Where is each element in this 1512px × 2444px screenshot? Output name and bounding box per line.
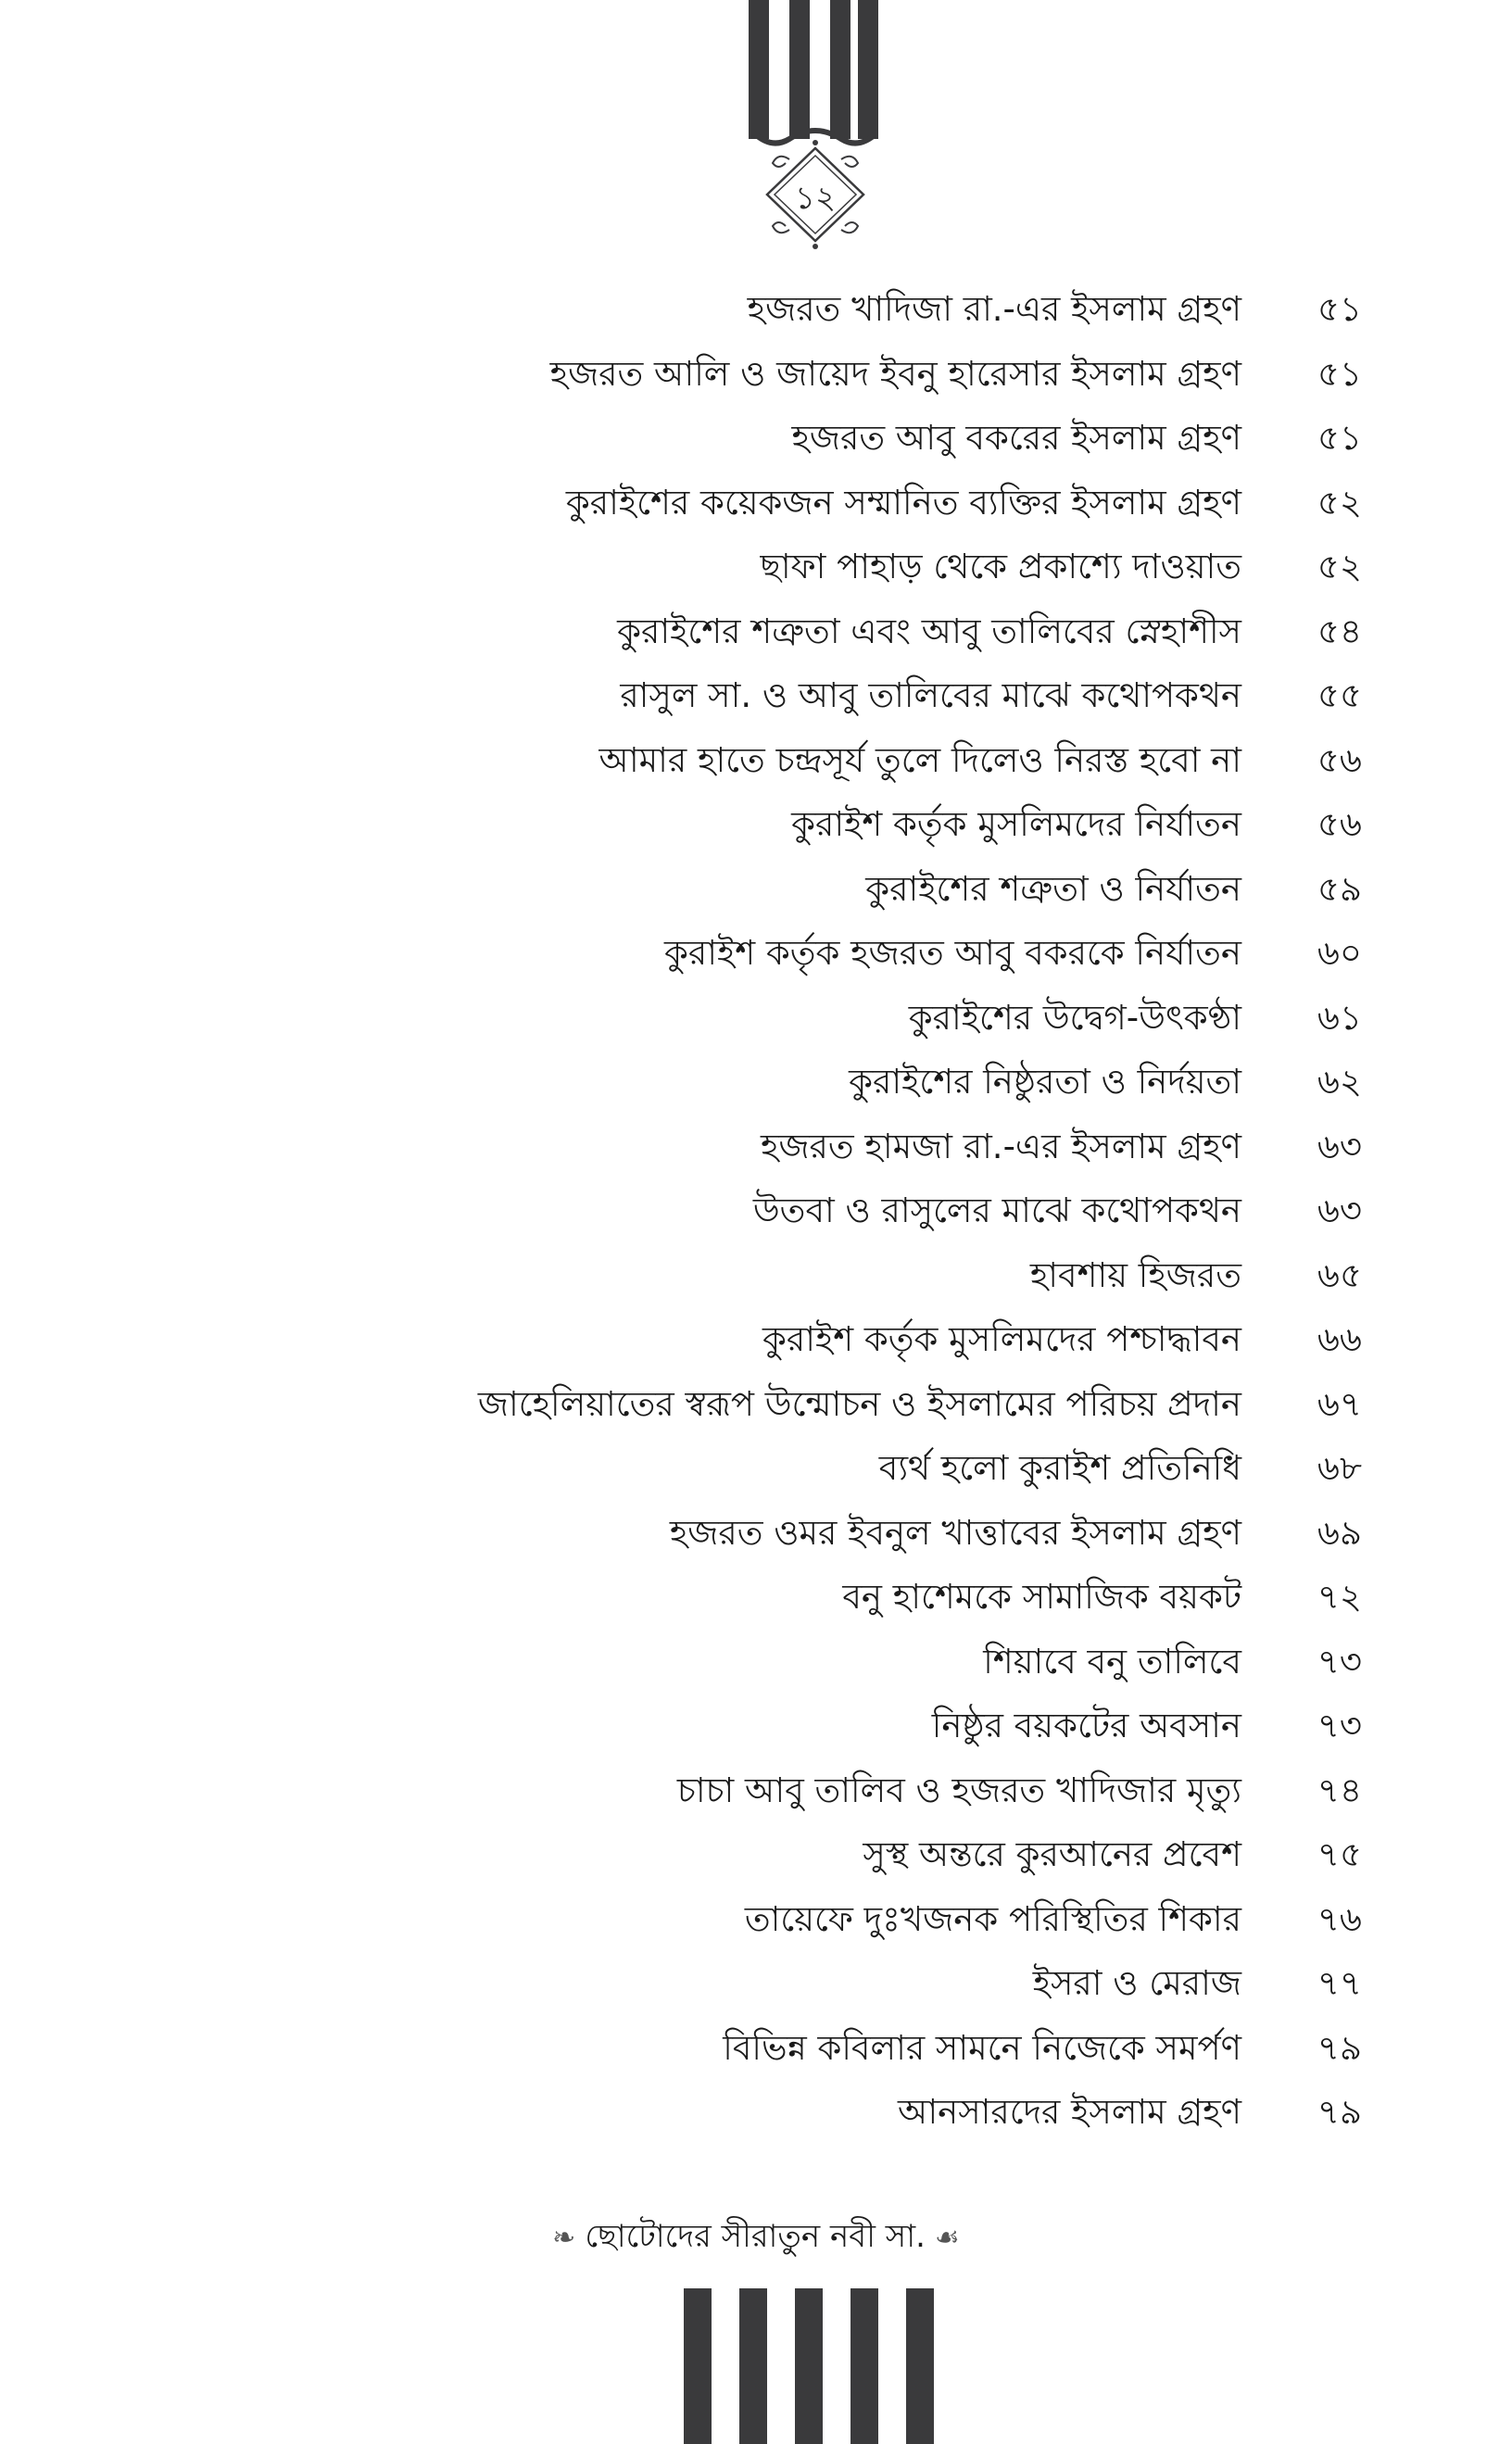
toc-entry-page: ৬০ [1317, 933, 1362, 973]
toc-entry[interactable] [334, 1051, 1362, 1115]
toc-entry[interactable] [334, 922, 1362, 987]
toc-entry-title: রাসুল সা. ও আবু তালিবের মাঝে কথোপকথন [620, 675, 1241, 715]
toc-entry-page: ৫৬ [1317, 739, 1362, 780]
toc-entry-title: সুস্থ অন্তরে কুরআনের প্রবেশ [863, 1834, 1241, 1874]
toc-entry-page: ৫৯ [1317, 868, 1362, 909]
toc-entry-title: জাহেলিয়াতের স্বরূপ উন্মোচন ও ইসলামের পরিচয় প্রদান [477, 1383, 1241, 1424]
toc-entry[interactable] [334, 278, 1362, 343]
toc-entry-page: ৬৩ [1317, 1191, 1362, 1230]
toc-entry[interactable] [334, 343, 1362, 408]
toc-entry-title: নিষ্ঠুর বয়কটের অবসান [931, 1706, 1241, 1745]
stripe [850, 2288, 878, 2444]
toc-entry-page: ৬৯ [1317, 1512, 1362, 1553]
page-number: ১২ [794, 180, 837, 217]
toc-entry-title: হজরত আবু বকরের ইসলাম গ্রহণ [791, 418, 1241, 458]
toc-entry[interactable] [334, 1179, 1362, 1244]
toc-entry-title: কুরাইশের নিষ্ঠুরতা ও নির্দয়তা [849, 1062, 1241, 1102]
toc-entry[interactable] [334, 2017, 1362, 2082]
footer-book-title: ছোটোদের সীরাতুন নবী সা. [585, 2218, 926, 2255]
toc-entry-title: চাচা আবু তালিব ও হজরত খাদিজার মৃত্যু [676, 1770, 1241, 1810]
toc-entry-title: উতবা ও রাসুলের মাঝে কথোপকথন [752, 1191, 1241, 1230]
toc-entry-title: শিয়াবে বনু তালিবে [983, 1641, 1241, 1682]
toc-entry-page: ৫১ [1317, 418, 1362, 458]
fleuron-icon: ❧ [552, 2222, 576, 2254]
toc-entry-title: কুরাইশ কর্তৃক মুসলিমদের পশ্চাদ্ধাবন [762, 1319, 1241, 1359]
toc-entry[interactable] [334, 1308, 1362, 1373]
toc-entry-page: ৭৬ [1317, 1898, 1362, 1939]
stripe [858, 0, 878, 139]
toc-entry-page: ৫২ [1317, 547, 1362, 586]
toc-entry-page: ৫৬ [1317, 804, 1362, 844]
toc-entry-page: ৭৯ [1317, 2027, 1362, 2068]
toc-entry-title: হজরত ওমর ইবনুল খাত্তাবের ইসলাম গ্রহণ [669, 1512, 1241, 1553]
toc-entry-page: ৬৫ [1317, 1254, 1362, 1295]
toc-entry[interactable] [334, 1373, 1362, 1438]
toc-entry-page: ৫৫ [1317, 675, 1362, 715]
toc-entry[interactable] [334, 664, 1362, 729]
toc-entry-title: কুরাইশের কয়েকজন সম্মানিত ব্যক্তির ইসলাম গ্রহণ [565, 482, 1241, 523]
fleuron-icon: ☙ [934, 2222, 960, 2254]
stripe [906, 2288, 934, 2444]
toc-entry-page: ৫৪ [1317, 611, 1362, 651]
stripe [749, 0, 769, 139]
toc-entry-title: কুরাইশ কর্তৃক মুসলিমদের নির্যাতন [791, 804, 1241, 844]
top-decorative-stripes [749, 0, 878, 139]
toc-entry-title: কুরাইশের শত্রুতা ও নির্যাতন [865, 868, 1241, 909]
toc-entry-page: ৬১ [1317, 997, 1362, 1038]
toc-entry-title: ব্যর্থ হলো কুরাইশ প্রতিনিধি [878, 1448, 1241, 1488]
toc-entry-page: ৭৫ [1317, 1834, 1362, 1874]
running-footer [0, 2212, 1512, 2265]
table-of-contents [334, 278, 1362, 2146]
toc-entry[interactable] [334, 1437, 1362, 1502]
toc-entry[interactable] [334, 858, 1362, 923]
toc-entry[interactable] [334, 472, 1362, 536]
toc-entry-title: কুরাইশ কর্তৃক হজরত আবু বকরকে নির্যাতন [664, 933, 1241, 973]
toc-entry-title: আনসারদের ইসলাম গ্রহণ [897, 2092, 1241, 2132]
toc-entry[interactable] [334, 1888, 1362, 1953]
toc-entry[interactable] [334, 1694, 1362, 1759]
stripe [789, 0, 810, 139]
toc-entry[interactable] [334, 2081, 1362, 2146]
toc-entry-page: ৫২ [1317, 482, 1362, 523]
toc-entry[interactable] [334, 1631, 1362, 1695]
page-number-emblem [752, 122, 878, 261]
toc-entry[interactable] [334, 793, 1362, 858]
toc-entry[interactable] [334, 535, 1362, 600]
toc-entry-title: কুরাইশের উদ্বেগ-উৎকণ্ঠা [908, 997, 1241, 1038]
toc-entry-title: হজরত খাদিজা রা.-এর ইসলাম গ্রহণ [747, 289, 1241, 329]
toc-entry-title: বিভিন্ন কবিলার সামনে নিজেকে সমর্পণ [723, 2027, 1241, 2068]
toc-entry-title: আমার হাতে চন্দ্রসূর্য তুলে দিলেও নিরস্ত হবো না [598, 739, 1241, 780]
toc-entry[interactable] [334, 1952, 1362, 2017]
toc-entry[interactable] [334, 1566, 1362, 1631]
toc-entry-title: ছাফা পাহাড় থেকে প্রকাশ্যে দাওয়াত [760, 547, 1241, 586]
toc-entry-page: ৫১ [1317, 289, 1362, 329]
stripe [739, 2288, 767, 2444]
toc-entry-title: হজরত হামজা রা.-এর ইসলাম গ্রহণ [761, 1126, 1241, 1166]
toc-entry-page: ৭৩ [1317, 1641, 1362, 1682]
toc-entry-page: ৭২ [1317, 1577, 1362, 1617]
toc-entry-page: ৬২ [1317, 1062, 1362, 1102]
toc-entry-page: ৫১ [1317, 353, 1362, 394]
toc-entry[interactable] [334, 407, 1362, 472]
toc-entry-page: ৭৭ [1317, 1963, 1362, 2003]
stripe [795, 2288, 823, 2444]
toc-entry-page: ৭৯ [1317, 2092, 1362, 2132]
toc-entry[interactable] [334, 1502, 1362, 1567]
bottom-decorative-stripes [684, 2288, 934, 2444]
toc-entry-title: হজরত আলি ও জায়েদ ইবনু হারেসার ইসলাম গ্রহণ [549, 353, 1241, 394]
toc-entry-page: ৬৮ [1317, 1448, 1362, 1488]
toc-entry-title: তায়েফে দুঃখজনক পরিস্থিতির শিকার [744, 1898, 1241, 1939]
toc-entry-page: ৬৭ [1317, 1383, 1362, 1424]
toc-entry[interactable] [334, 729, 1362, 794]
toc-entry-title: বনু হাশেমকে সামাজিক বয়কট [842, 1577, 1241, 1617]
toc-entry-page: ৭৪ [1317, 1770, 1362, 1810]
toc-entry-page: ৬৩ [1317, 1126, 1362, 1166]
toc-entry[interactable] [334, 600, 1362, 665]
toc-entry-title: হাবশায় হিজরত [1029, 1254, 1241, 1295]
toc-entry[interactable] [334, 1759, 1362, 1824]
stripe [684, 2288, 712, 2444]
toc-entry-page: ৬৬ [1317, 1319, 1362, 1359]
toc-entry[interactable] [334, 1823, 1362, 1888]
toc-entry-title: কুরাইশের শত্রুতা এবং আবু তালিবের স্নেহাশীস [617, 611, 1241, 651]
toc-entry-page: ৭৩ [1317, 1706, 1362, 1745]
toc-entry[interactable] [334, 987, 1362, 1052]
toc-entry[interactable] [334, 1244, 1362, 1309]
toc-entry-title: ইসরা ও মেরাজ [1032, 1963, 1241, 2003]
toc-entry[interactable] [334, 1115, 1362, 1180]
stripe [830, 0, 850, 139]
